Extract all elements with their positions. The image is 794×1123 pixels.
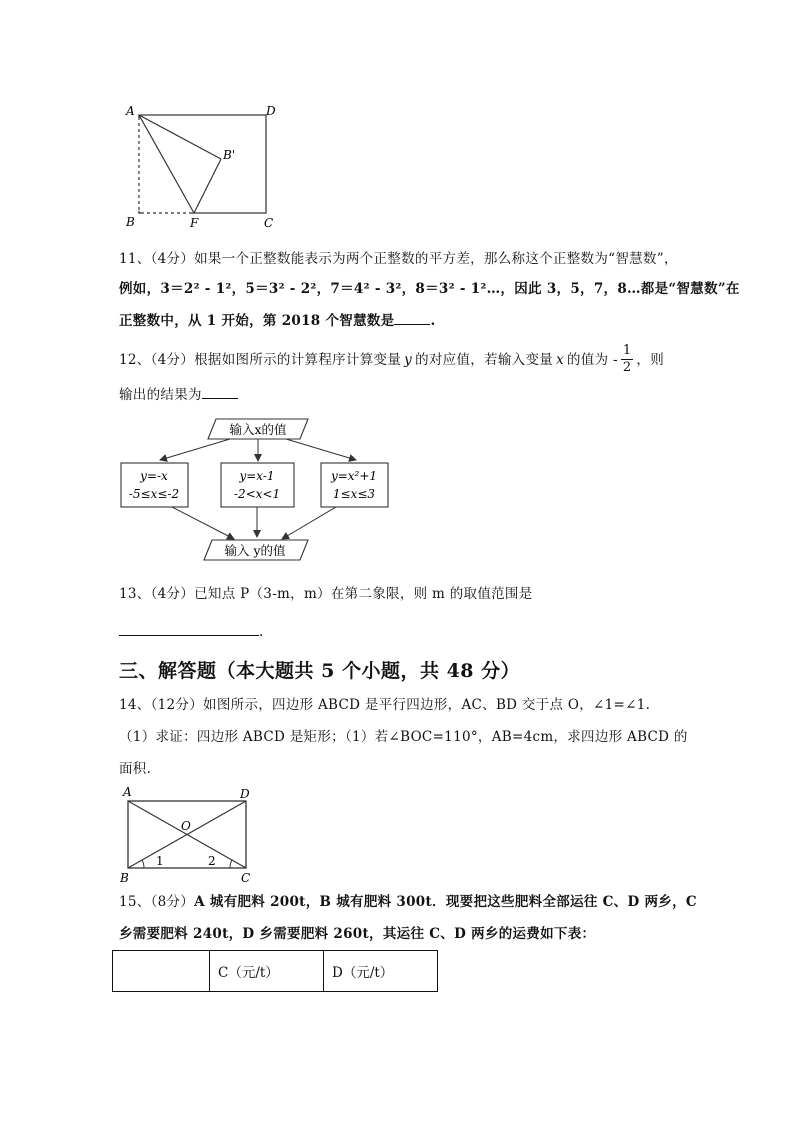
label-b-prime: B' xyxy=(223,148,236,162)
q12-line2 xyxy=(119,384,238,405)
q11-line1 xyxy=(119,249,678,269)
q13-line1 xyxy=(119,584,533,604)
q14-line1 xyxy=(119,695,650,715)
q12-var-y: y xyxy=(404,351,413,368)
label-d: D xyxy=(240,787,250,801)
q13-text: 已知点 P（3-m，m）在第二象限，则 m 的取值范围是 xyxy=(194,586,533,602)
q12-text-b: 的对应值，若输入变量 xyxy=(415,351,554,368)
q12-var-x: x xyxy=(556,351,564,368)
flow-box-2-line2: -2<x<1 xyxy=(233,487,281,501)
section-3-heading: 三、解答题（本大题共 5 个小题，共 48 分） xyxy=(119,660,521,682)
q13-prefix: 13、（4分） xyxy=(119,586,195,602)
q12-frac-den: 2 xyxy=(622,360,632,375)
q11-period: . xyxy=(430,313,436,329)
rectangle-figure xyxy=(115,783,265,888)
q13-line2 xyxy=(119,621,264,642)
fold-figure xyxy=(118,98,288,233)
table-header-c: C（元/t） xyxy=(210,951,324,992)
q11-line2 xyxy=(119,279,740,299)
flow-box-1-line1: y=-x xyxy=(140,469,168,483)
freight-cost-table xyxy=(112,950,438,992)
label-c: C xyxy=(241,871,251,885)
q15-text-1: A 城有肥料 200t，B 城有肥料 300t．现要把这些肥料全部运往 C、D 两乡，C xyxy=(194,894,697,910)
flow-box-3-line2: 1≤x≤3 xyxy=(332,487,376,501)
q12-line1 xyxy=(119,343,664,376)
q11-text-1: 如果一个正整数能表示为两个正整数的平方差，那么称这个正整数为“智慧数”， xyxy=(194,251,678,267)
rectangle-abcd xyxy=(139,115,266,213)
q14-prefix: 14、（12分） xyxy=(119,697,204,713)
q15-line2 xyxy=(119,924,595,944)
label-o: O xyxy=(181,819,191,833)
q15-line1 xyxy=(119,892,697,912)
q14-line3 xyxy=(119,759,151,779)
flow-output-label: 输入 y的值 xyxy=(224,543,286,558)
q11-prefix: 11、（4分） xyxy=(119,251,195,267)
label-a: A xyxy=(123,785,132,799)
q14-text-1: 如图所示，四边形 ABCD 是平行四边形，AC、BD 交于点 O，∠1=∠1. xyxy=(203,697,651,713)
flow-box-2-line1: y=x-1 xyxy=(239,469,275,483)
angle-1-arc xyxy=(142,860,144,868)
q15-prefix: 15、（8分） xyxy=(119,894,195,910)
q14-line2 xyxy=(119,727,688,747)
q14-text-3: 面积. xyxy=(119,761,152,777)
q11-line3 xyxy=(119,310,435,331)
q12-prefix: 12、（4分） xyxy=(119,351,195,368)
q12-text-a: 根据如图所示的计算程序计算变量 xyxy=(194,351,402,368)
q13-period: . xyxy=(259,624,264,640)
label-a: A xyxy=(126,104,135,118)
flowchart xyxy=(112,415,392,570)
q13-answer-blank[interactable] xyxy=(119,621,259,636)
q14-text-2: （1）求证：四边形 ABCD 是矩形；（1）若∠BOC=110°，AB=4cm，求四边形 ABCD 的 xyxy=(119,729,688,745)
label-angle-1: 1 xyxy=(156,854,164,868)
q11-text-2: 例如，3＝2² - 1²，5＝3² - 2²，7＝4² - 3²，8＝3² - 1²…，因此 3，5，7，8…都是“智慧数”在 xyxy=(119,281,740,297)
q12-fraction xyxy=(621,343,634,376)
label-angle-2: 2 xyxy=(208,854,216,868)
q12-text-c: 的值为 - xyxy=(566,351,618,368)
label-c: C xyxy=(264,216,274,230)
label-d: D xyxy=(266,104,276,118)
label-b: B xyxy=(120,871,129,885)
flow-input-label: 输入x的值 xyxy=(229,422,287,437)
table-header-d: D（元/t） xyxy=(324,951,438,992)
q15-text-2: 乡需要肥料 240t，D 乡需要肥料 260t，其运往 C、D 两乡的运费如下表： xyxy=(119,926,596,942)
angle-2-arc xyxy=(230,860,232,868)
label-f: F xyxy=(190,216,199,230)
flow-box-1-line2: -5≤x≤-2 xyxy=(128,487,180,501)
segment-fb-prime xyxy=(194,159,221,213)
q12-text-2: 输出的结果为 xyxy=(119,387,202,403)
q12-frac-num: 1 xyxy=(622,343,632,358)
flow-box-3-line1: y=x²+1 xyxy=(330,469,378,483)
table-cell-empty xyxy=(113,951,210,992)
q12-text-d: ，则 xyxy=(636,351,665,368)
q12-answer-blank[interactable] xyxy=(202,384,238,399)
q11-answer-blank[interactable] xyxy=(394,310,430,325)
q11-text-3: 正整数中，从 1 开始，第 2018 个智慧数是 xyxy=(119,313,395,329)
table-row xyxy=(113,951,438,992)
label-b: B xyxy=(126,215,135,229)
